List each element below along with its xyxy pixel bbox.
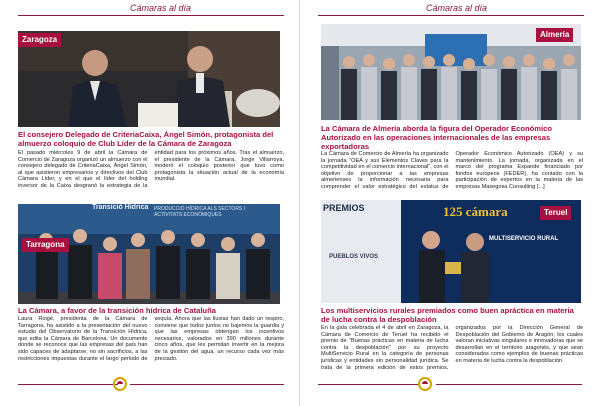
camara-logo-icon bbox=[113, 377, 127, 391]
right-footer-rule-b bbox=[436, 384, 582, 385]
article-title-teruel: Los multiservicios rurales premiados como buen apráctica en materia de lucha contra la despoblación bbox=[321, 306, 574, 324]
article-title-zaragoza: El consejero Delegado de CriteriaCaixa, Ángel Simón, protagonista del almuerzo coloquio de Club Líder de la Cámara de Zaragoza bbox=[18, 130, 274, 148]
right-page-header: Cámaras al día bbox=[426, 3, 488, 13]
article-body-zaragoza: El pasado miércoles 9 de abril la Cámara de Comercio de Zaragoza organizó un almuerzo con el consejero delegado de CriteriaCaixa, Ángel Simón, al que asistieron empresarios y directivos del Club Cámara Líder, y en el que el líder del holding inversor de la Caixa desgranó la estrategia de la entidad para los próximos años. Tras el almuerzo, el presidente de la Cámara, Jorge Villarroya, moderó el coloquio posterior que tuvo como protagonista la situación actual de la economía mundial. bbox=[18, 150, 284, 189]
left-footer-rule-b bbox=[130, 384, 284, 385]
teruel-banner-125: 125 cámara bbox=[443, 204, 508, 219]
teruel-banner-pueblos: PUEBLOS VIVOS bbox=[329, 254, 379, 260]
tarragona-banner-line2: PRODUCCIÓ HÍDRICA ALS SECTORS I ACTIVITATS ECONÒMIQUES bbox=[154, 206, 246, 218]
left-page-header: Cámaras al día bbox=[130, 3, 192, 13]
tarragona-banner-line1: Transició Hídrica bbox=[92, 204, 149, 211]
location-tag-tarragona: Tarragona bbox=[22, 238, 69, 252]
article-title-tarragona: La Cámara, a favor de la transición hídrica de Cataluña bbox=[18, 306, 216, 315]
teruel-banner-premios: PREMIOS bbox=[323, 203, 365, 213]
article-title-almeria: La Cámara de Almería aborda la figura del Operador Económico Autorizado en las operaciones internacionales de las empresas exportadoras bbox=[321, 124, 552, 151]
location-tag-zaragoza: Zaragoza bbox=[18, 33, 61, 47]
article-body-tarragona: Laura Roigé, presidenta de la Cámara de Tarragona, ha asistido a la presentación del nuevo estudio del Observatorio de la Transición Hídrica, que edita la Cámara de Barcelona. Un documento donde se reconoce que las empresas del país han sido capaces de adaptarse, no sin sacrificios, a las restricciones impuestas durante el largo periodo de sequía. Ahora que las lluvias han dado un respiro, conviene que todos juntos no bajemos la guardia y que las empresas obtengan los incentivos necesarios, valorados en 390 millones durante cinco años, que les permitan invertir en la mejora de la gestión del agua, un recurso cada vez más preciado. bbox=[18, 316, 284, 362]
left-header-rule bbox=[18, 15, 284, 16]
article-body-teruel: En la gala celebrada el 4 de abril en Zaragoza, la Cámara de Comercio de Teruel ha recibido el premio de "Buenas prácticas en materia de lucha contra la despoblación" por su proyecto MultiServicio Rural en la categoría de personas jurídicas y entidades sin personalidad jurídica. Se trata de la primera edición de estos premios, organizados por la Dirección General de Despoblación del Gobierno de Aragón, los cuales valoran iniciativas singulares e innovadoras que se desarrollan en el territorio aragonés, y que sean considerados como ejemplos de buenas prácticas en materia de lucha contra la despoblación. bbox=[321, 325, 583, 371]
right-header-rule bbox=[318, 15, 584, 16]
camara-logo-icon bbox=[418, 377, 432, 391]
teruel-banner-multiservicio: MULTISERVICIO RURAL bbox=[489, 236, 559, 242]
right-page bbox=[300, 0, 600, 406]
location-tag-teruel: Teruel bbox=[540, 206, 571, 220]
article-body-almeria: La Cámara de Comercio de Almería ha organizado la jornada "OEA y sus Elementos Claves para la competitividad en el comercio internacional", con el objetivo de proporcionar a las empresas almerienses la información necesaria para comprender el valor estratégico del estatus de Operador Económico Autorizado (OEA) y su mantenimiento. La jornada, organizada en el marco del programa Expande financiado por fondos europeos (FEDER), ha contado con la participación de expertos en la materia de las empresas Masegosa Consulting [...] bbox=[321, 151, 583, 190]
location-tag-almeria: Almería bbox=[536, 28, 573, 42]
right-footer-rule-a bbox=[318, 384, 418, 385]
tarragona-photo bbox=[18, 204, 280, 304]
left-footer-rule-a bbox=[18, 384, 118, 385]
